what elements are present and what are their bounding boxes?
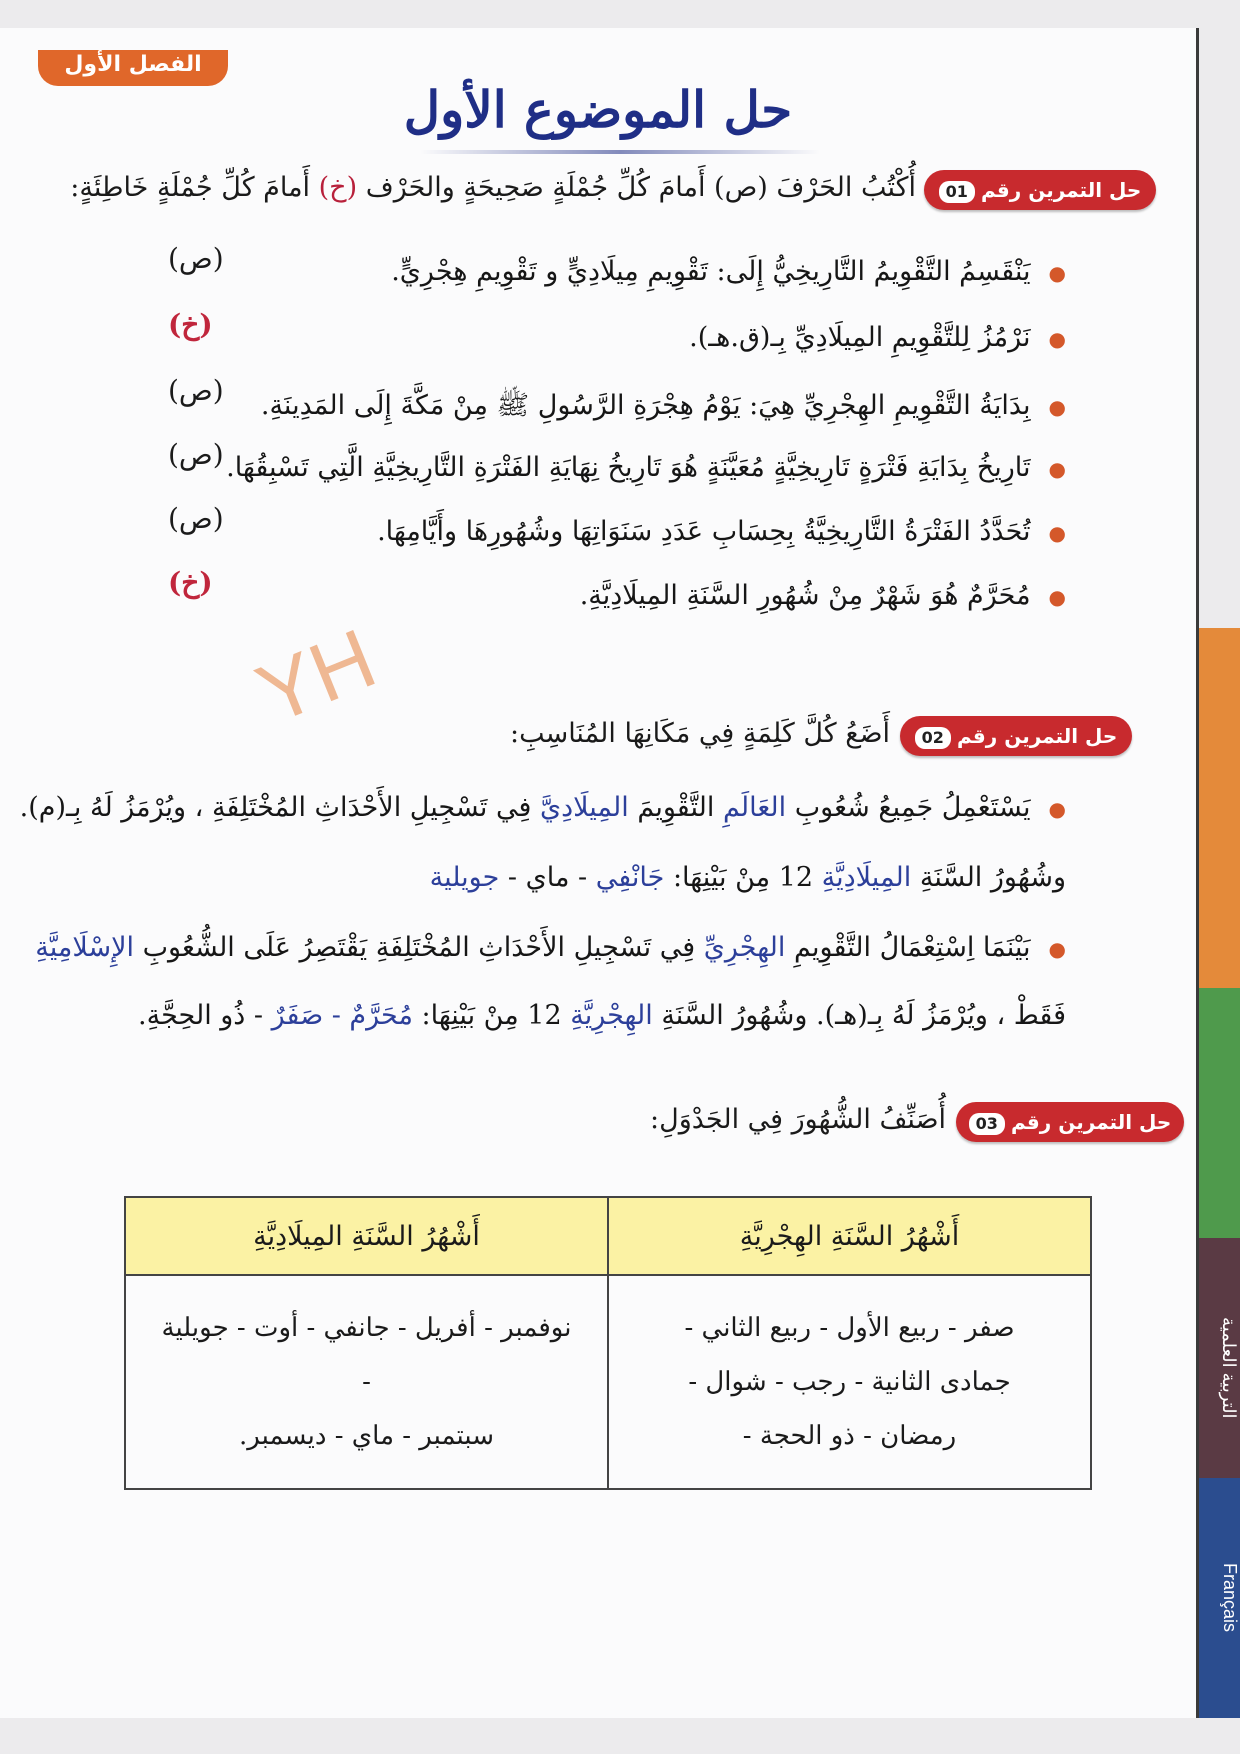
text-run: التَّقْوِيمَ [637, 792, 715, 823]
gregorian-line: سبتمبر - ماي - ديسمبر. [238, 1421, 495, 1451]
hijri-months-cell [608, 1275, 1091, 1489]
filled-word: المِيلَادِيَّةِ [821, 862, 912, 893]
filled-word: العَالَمِ [722, 792, 787, 823]
tab-green [1199, 988, 1240, 1238]
gregorian-months-header: أَشْهُرُ السَّنَةِ المِيلَادِيَّةِ [125, 1197, 608, 1275]
bullet-icon: ● [1048, 521, 1066, 545]
bullet-icon: ● [1048, 937, 1066, 961]
statement-1 [391, 256, 1066, 287]
exercise-1-instruction-a: أُكْتُبُ الحَرْفَ (ص) أَمامَ كُلِّ جُمْلَةٍ صَحِيحَةٍ والحَرْف [365, 172, 916, 203]
text-run: فِي تَسْجِيلِ الأَحْدَاثِ المُخْتَلِفَةِ ، ويُرْمَزُ لَهُ بِـ(م). [19, 792, 532, 823]
exercise-1-instruction-b: أَمامَ كُلِّ جُمْلَةٍ خَاطِئَةٍ: [70, 172, 311, 203]
filled-word: المِيلَادِيَّ [540, 792, 629, 823]
exercise-3-badge [956, 1102, 1184, 1142]
filled-word: الهِجْرِيِّ [703, 932, 786, 963]
bullet-icon: ● [1048, 261, 1066, 285]
answer-5: (ص) [168, 502, 224, 535]
filled-word: الإِسْلَامِيَّةِ [35, 932, 134, 963]
paragraph-1-line-1 [20, 792, 1066, 823]
bullet-icon: ● [1048, 327, 1066, 351]
filled-word: مُحَرَّمٌ - صَفَرٌ [271, 1000, 413, 1031]
answer-2: (خ) [168, 308, 213, 341]
bullet-icon: ● [1048, 797, 1066, 821]
exercise-2-instruction: أَضَعُ كُلَّ كَلِمَةٍ فِي مَكَانِهَا المُنَاسِبِ: [509, 718, 890, 749]
text-run: يَسْتَعْمِلُ جَمِيعُ شُعُوبِ [794, 792, 1031, 823]
statement-4-text: تَارِيخُ بِدَايَةِ فَتْرَةٍ تَارِيخِيَّةٍ مُعَيَّنَةٍ هُوَ تَارِيخُ نِهَايَةِ الفَتْرَةِ التَّارِيخِيَّةِ الَّتِي تَسْبِقُهَا. [226, 452, 1031, 483]
months-table [124, 1196, 1092, 1490]
chapter-tab: الفصل الأول [38, 50, 228, 86]
exercise-3-instruction: أُصَنِّفُ الشُّهُورَ فِي الجَدْوَلِ: [649, 1104, 946, 1135]
exercise-2-badge-label: حل التمرين رقم [956, 724, 1118, 748]
gregorian-months-cell [125, 1275, 608, 1489]
filled-word: الهِجْرِيَّةِ [570, 1000, 653, 1031]
tab-science-label: التربية العلمية [1219, 1317, 1239, 1419]
book-section-tabs [1199, 28, 1240, 1718]
answer-6: (خ) [168, 566, 213, 599]
hijri-line: جمادى الثانية - رجب - شوال - [688, 1367, 1011, 1397]
tab-orange [1199, 628, 1240, 988]
title-underline [420, 150, 820, 154]
exercise-2-badge-number: 02 [915, 727, 951, 749]
exercise-1-badge-number: 01 [939, 181, 975, 203]
text-run: وشُهُورُ السَّنَةِ [919, 862, 1066, 893]
answer-4: (ص) [168, 438, 224, 471]
text-run: - ماي - [507, 862, 588, 893]
paragraph-2-line-1 [35, 932, 1066, 963]
filled-word: جويلية [429, 862, 500, 893]
bullet-icon: ● [1048, 395, 1066, 419]
text-run: بَيْنَمَا اِسْتِعْمَالُ التَّقْوِيمِ [794, 932, 1031, 963]
text-run: - ذُو الحِجَّةِ. [138, 1000, 264, 1031]
statement-2 [689, 322, 1066, 353]
hijri-line: رمضان - ذو الحجة - [742, 1421, 957, 1451]
statement-3 [261, 388, 1066, 428]
statement-6-text: مُحَرَّمٌ هُوَ شَهْرٌ مِنْ شُهُورِ السَّنَةِ المِيلَادِيَّةِ. [579, 580, 1031, 611]
text-run: 12 مِنْ بَيْنِهَا: [421, 1000, 562, 1031]
statement-5 [377, 516, 1066, 547]
yh-watermark: YH [244, 610, 388, 742]
answer-3: (ص) [168, 374, 224, 407]
statement-4 [226, 452, 1066, 483]
bullet-icon: ● [1048, 457, 1066, 481]
text-run: فِي تَسْجِيلِ الأَحْدَاثِ المُخْتَلِفَةِ يَقْتَصِرُ عَلَى الشُّعُوبِ [142, 932, 696, 963]
bullet-icon: ● [1048, 585, 1066, 609]
hijri-months-header: أَشْهُرُ السَّنَةِ الهِجْرِيَّةِ [608, 1197, 1091, 1275]
exercise-1-instruction-mark: (خ) [318, 172, 358, 203]
text-run: فَقَطْ ، ويُرْمَزُ لَهُ بِـ(هـ). وشُهُورُ السَّنَةِ [661, 1000, 1066, 1031]
table-header-row [125, 1197, 1091, 1275]
exercise-2-badge [900, 716, 1132, 756]
statement-5-text: تُحَدَّدُ الفَتْرَةُ التَّارِيخِيَّةُ بِحِسَابِ عَدَدِ سَنَوَاتِهَا وشُهُورِهَا وأَيَّامِهَا. [377, 516, 1031, 547]
paragraph-2-line-2 [138, 1000, 1066, 1031]
gregorian-line: نوفمبر - أفريل - جانفي - أوت - جويلية - [161, 1313, 572, 1397]
answer-1: (ص) [168, 242, 224, 275]
hijri-line: صفر - ربيع الأول - ربيع الثاني - [684, 1313, 1015, 1343]
statement-2-text: نَرْمُزُ لِلتَّقْوِيمِ المِيلَادِيِّ بِـ(ق.هـ). [689, 322, 1031, 353]
paragraph-1-line-2 [430, 862, 1066, 893]
text-run: 12 مِنْ بَيْنِهَا: [672, 862, 814, 893]
filled-word: جَانْفِي [595, 862, 665, 893]
statement-6 [580, 580, 1066, 611]
exercise-1-badge [924, 170, 1156, 210]
exercise-3-badge-label: حل التمرين رقم [1010, 1110, 1172, 1134]
page-title: حل الموضوع الأول [403, 80, 793, 139]
tab-french-label: Français [1220, 1563, 1240, 1633]
exercise-1-badge-label: حل التمرين رقم [980, 178, 1142, 202]
statement-1-text: يَنْقَسِمُ التَّقْوِيمُ التَّارِيخِيُّ إِلَى: تَقْوِيمِ مِيلَادِيٍّ و تَقْوِيمِ هِجْرِيٍّ. [391, 256, 1031, 287]
table-row [125, 1275, 1091, 1489]
exercise-1-instruction [70, 172, 916, 203]
worksheet-page [0, 28, 1199, 1718]
exercise-3-badge-number: 03 [969, 1113, 1005, 1135]
statement-3-text: بِدَايَةُ التَّقْوِيمِ الهِجْرِيِّ هِيَ: يَوْمُ هِجْرَةِ الرَّسُولِ ﷺ مِنْ مَكَّةَ إِلَى المَدِينَةِ. [260, 390, 1031, 421]
